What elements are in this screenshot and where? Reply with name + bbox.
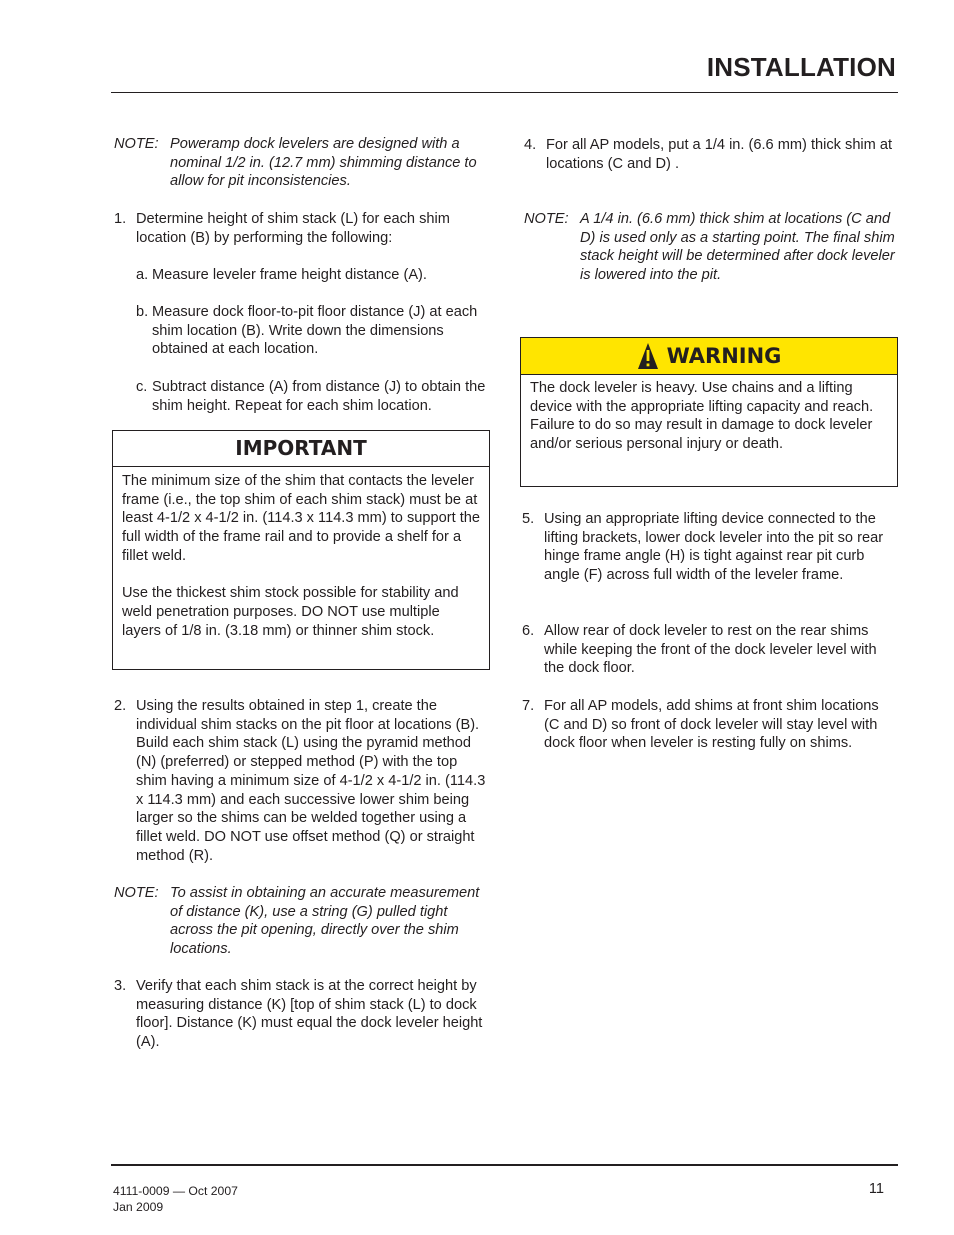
note-text: Poweramp dock levelers are designed with a nominal 1/2 in. (12.7 mm) shimming distance to allow for pit inconsistencies.: [170, 136, 477, 190]
note-starting-point: [524, 210, 896, 285]
warning-body: [521, 375, 897, 454]
warning-box: [520, 337, 898, 487]
warning-text: The dock leveler is heavy. Use chains and a lifting device with the appropriate lifting capacity and reach. Failure to do so may result in damage to dock leveler and/or serious personal injury or death.: [530, 380, 874, 453]
substep-letter: a.: [136, 267, 149, 283]
note-label: NOTE:: [114, 885, 159, 901]
footer-doc-info: [113, 1184, 238, 1215]
warning-heading: WARNING: [666, 344, 782, 368]
page-title: INSTALLATION: [706, 52, 896, 82]
left-column: [114, 135, 490, 191]
step-7: [522, 697, 896, 753]
step-6: [522, 622, 896, 678]
step-text: Using an appropriate lifting device connected to the lifting brackets, lower dock leveler into the pit so rear hinge frame angle (H) is tight against rear pit curb angle (F) across full width of the leveler frame.: [544, 511, 884, 584]
note-shimming-distance: [114, 135, 490, 191]
important-paragraph-1: The minimum size of the shim that contacts the leveler frame (i.e., the top shim of each shim stack) must be at least 4-1/2 x 4-1/2 in. (114.3 x 114.3 mm) to support the full width of the frame rail and to provide a shelf for a fillet weld.: [122, 473, 481, 564]
step-5: [522, 510, 896, 585]
substep-text: Subtract distance (A) from distance (J) to obtain the shim height. Repeat for each shim location.: [152, 379, 486, 414]
step-3: [114, 977, 490, 1052]
step-text: Determine height of shim stack (L) for each shim location (B) by performing the following:: [136, 211, 450, 246]
step-number: 6.: [522, 623, 535, 639]
substep-letter: b.: [136, 304, 149, 320]
note-string: [114, 884, 490, 959]
footer-rule: [111, 1164, 898, 1166]
step-4: [524, 136, 896, 173]
important-paragraph-2: Use the thickest shim stock possible for stability and weld penetration purposes. DO NOT use multiple layers of 1/8 in. (3.18 mm) or thinner shim stock.: [122, 585, 459, 639]
warning-header: [521, 338, 897, 375]
note-label: NOTE:: [114, 136, 159, 152]
note-text: To assist in obtaining an accurate measurement of distance (K), use a string (G) pulled tight across the pit opening, directly over the shim locations.: [170, 885, 480, 958]
important-body: [113, 467, 489, 640]
warning-triangle-icon: [637, 342, 659, 370]
step-text: Using the results obtained in step 1, create the individual shim stacks on the pit floor at locations (B). Build each shim stack (L) using the pyramid method (N) (preferred) or stepped method (P) with the top shim having a minimum size of 4-1/2 x 4-1/2 in. (114.3 x 114.3 mm) and each successive lower shim being larger so the shims can be welded together using a fillet weld. DO NOT use offset method (Q) or straight method (R).: [136, 698, 486, 864]
step-1c: [114, 378, 490, 415]
important-heading: IMPORTANT: [113, 431, 489, 467]
step-number: 5.: [522, 511, 535, 527]
substep-letter: c.: [136, 379, 148, 395]
header-rule: [111, 92, 898, 93]
step-text: Verify that each shim stack is at the correct height by measuring distance (K) [top of shim stack (L) to dock floor]. Distance (K) must equal the dock leveler height (A).: [136, 978, 483, 1051]
step-number: 2.: [114, 698, 127, 714]
page-number: 11: [868, 1181, 884, 1197]
step-text: For all AP models, add shims at front shim locations (C and D) so front of dock leveler will stay level with dock floor when leveler is resting fully on shims.: [544, 698, 879, 752]
step-number: 1.: [114, 211, 127, 227]
step-2: [114, 697, 490, 865]
step-number: 7.: [522, 698, 535, 714]
step-1b: [114, 303, 490, 359]
footer-doc-number: 4111-0009 — Oct 2007: [113, 1184, 238, 1198]
step-number: 3.: [114, 978, 127, 994]
step-text: For all AP models, put a 1/4 in. (6.6 mm) thick shim at locations (C and D) .: [546, 137, 893, 172]
step-1a: [114, 266, 490, 285]
note-text: A 1/4 in. (6.6 mm) thick shim at locations (C and D) is used only as a starting point. The final shim stack height will be determined after dock leveler is lowered into the pit.: [580, 211, 895, 284]
step-text: Allow rear of dock leveler to rest on the rear shims while keeping the front of the dock leveler level with the dock floor.: [544, 623, 877, 677]
step-number: 4.: [524, 137, 537, 153]
substep-text: Measure dock floor-to-pit floor distance (J) at each shim location (B). Write down the dimensions obtained at each location.: [152, 304, 478, 358]
substep-text: Measure leveler frame height distance (A).: [152, 267, 427, 283]
important-box: [112, 430, 490, 670]
note-label: NOTE:: [524, 211, 569, 227]
footer-revision: Jan 2009: [113, 1199, 164, 1214]
step-1: [114, 210, 490, 247]
